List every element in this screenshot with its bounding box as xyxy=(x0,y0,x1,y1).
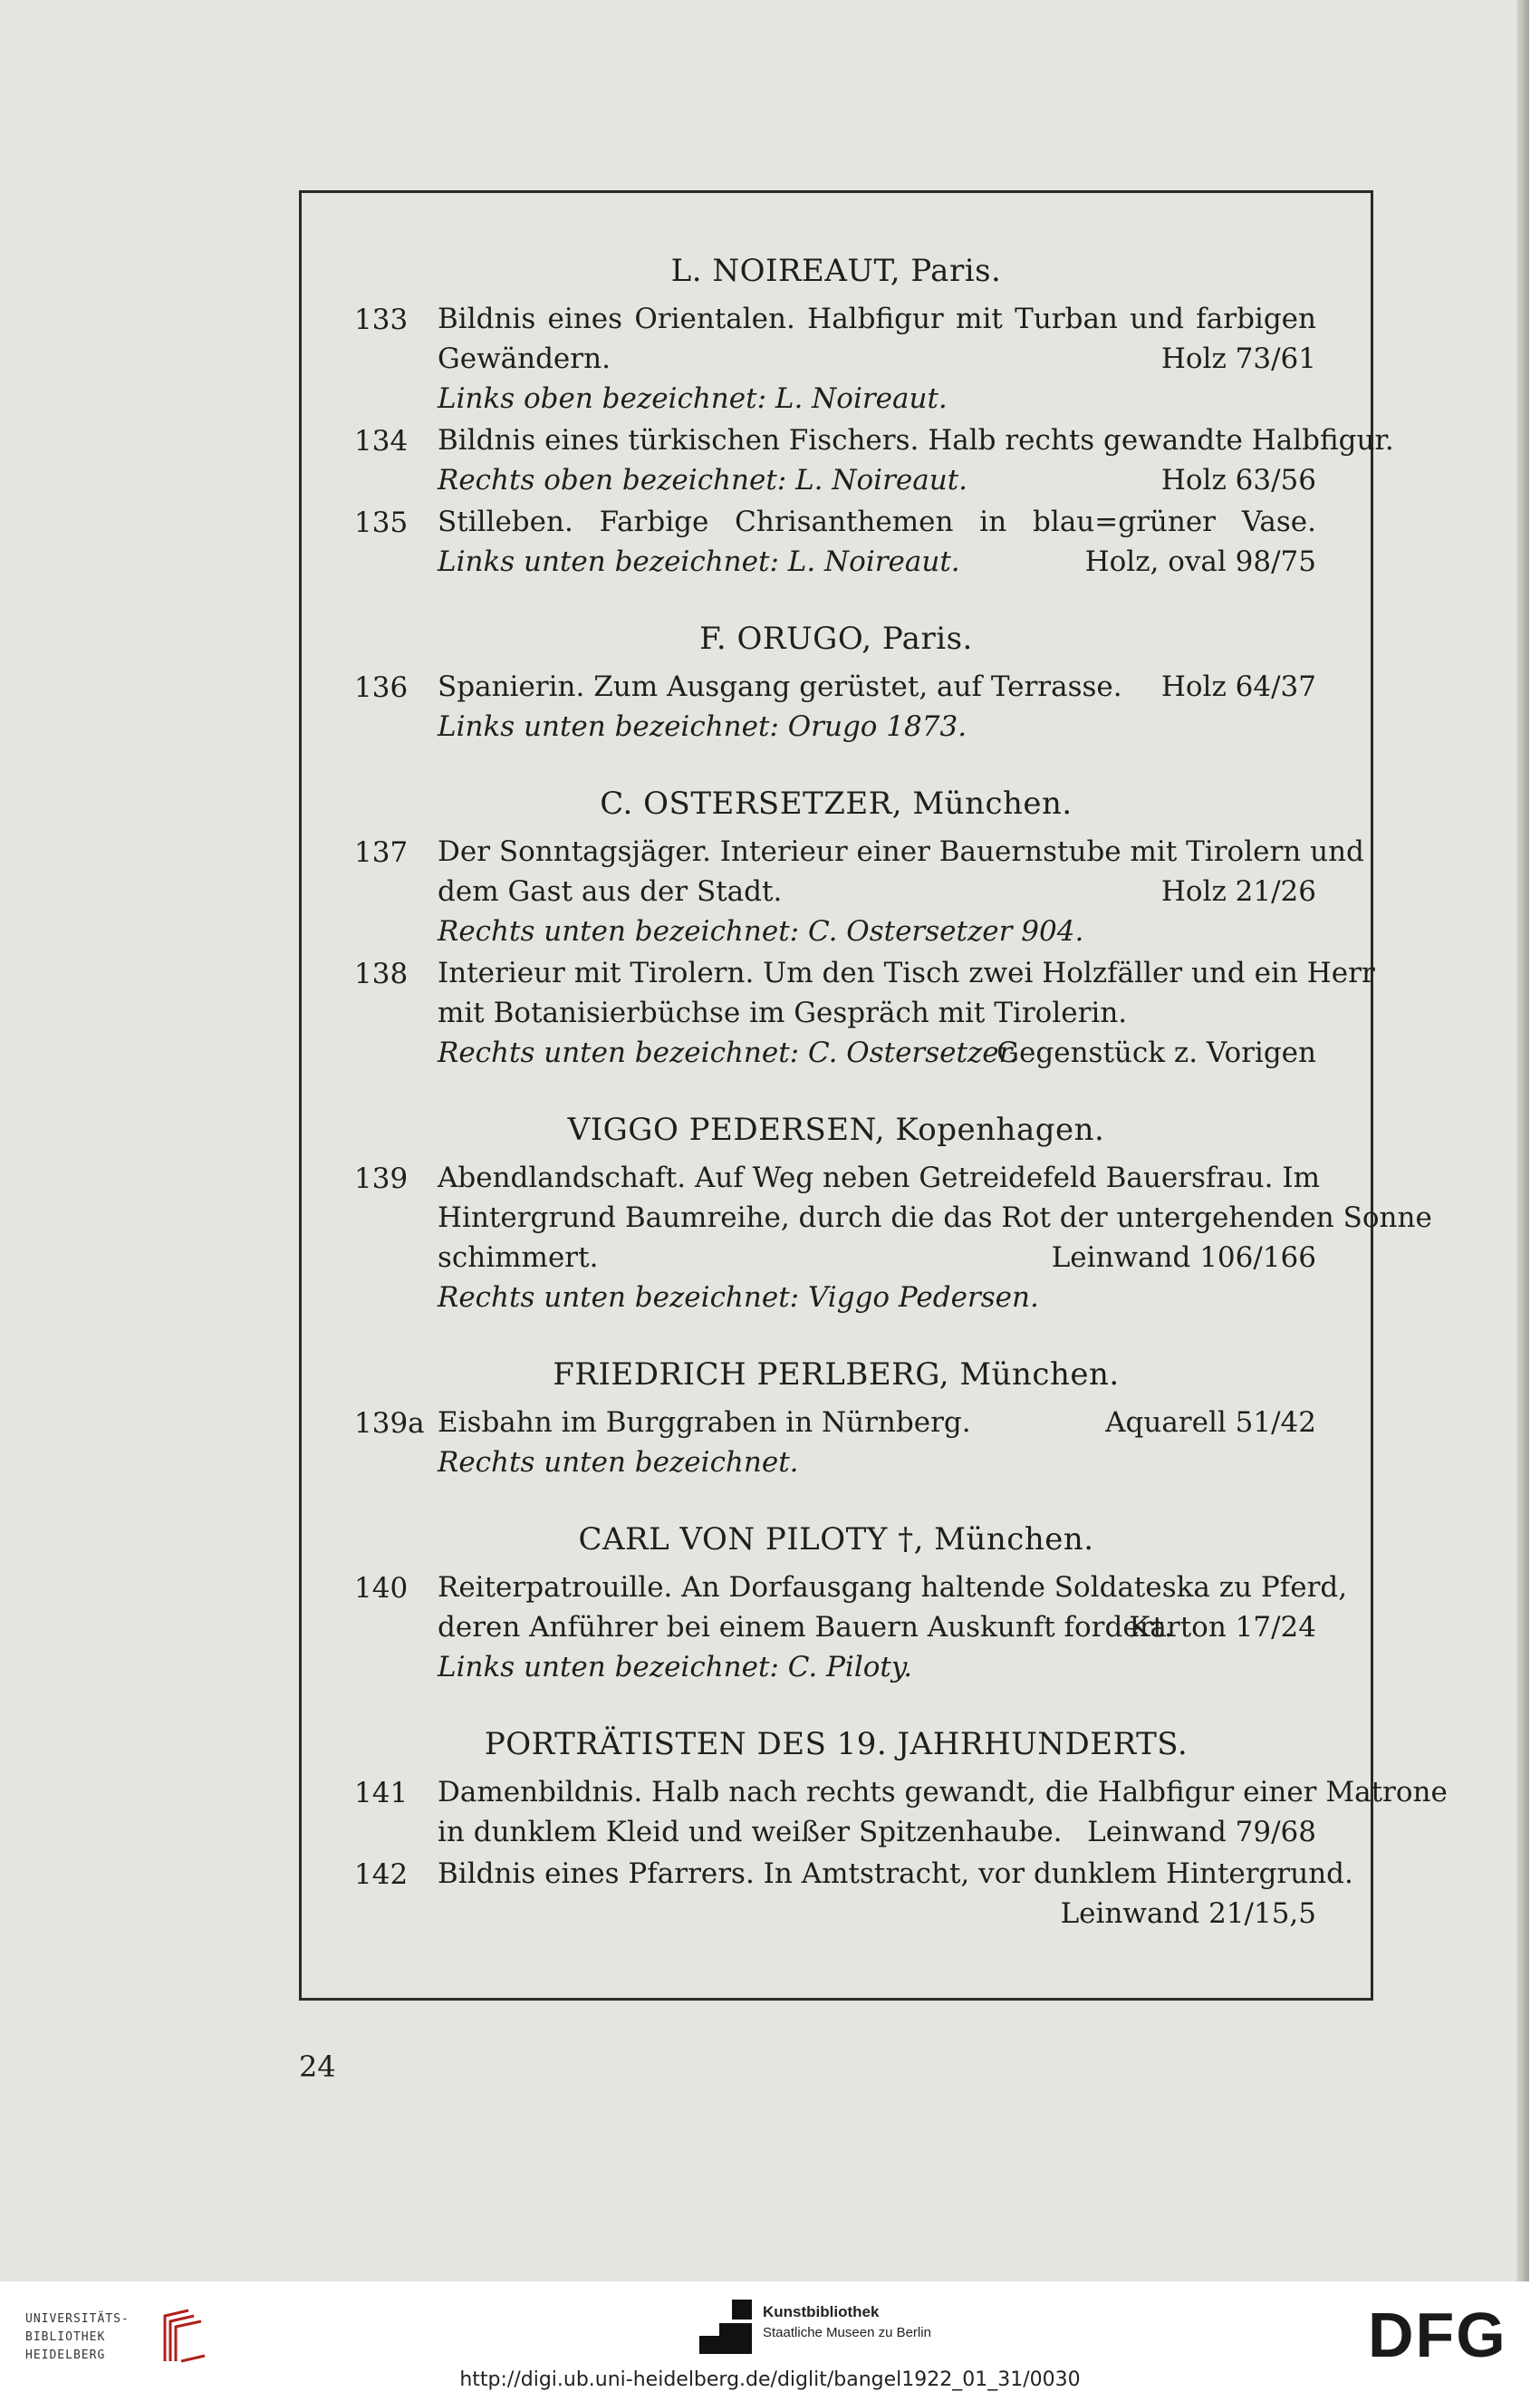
line-text: Bildnis eines Orientalen. Halbfigur mit Turban und farbigen xyxy=(438,303,1316,335)
description-line xyxy=(438,835,1364,868)
medium-dimensions: Holz 21/26 xyxy=(1160,875,1316,908)
line-text: Der Sonntagsjäger. Interieur einer Bauernstube mit Tirolern und xyxy=(438,835,1364,868)
signature-line xyxy=(438,711,1316,742)
logo-text-line: BIBLIOTHEK xyxy=(25,2330,106,2344)
medium-dimensions: Karton 17/24 xyxy=(1129,1611,1316,1644)
description-line xyxy=(438,1776,1448,1808)
line-text: Links unten bezeichnet: C. Piloty. xyxy=(438,1651,913,1683)
signature-line xyxy=(438,465,1316,496)
logo-text-line: HEIDELBERG xyxy=(25,2349,106,2362)
description-line xyxy=(438,1407,1316,1438)
entry-number: 139 xyxy=(354,1162,409,1195)
description-line xyxy=(438,424,1394,457)
line-text: Bildnis eines türkischen Fischers. Halb rechts gewandte Halbfigur. xyxy=(438,424,1394,457)
line-text: Rechts oben bezeichnet: L. Noireaut. xyxy=(438,464,968,497)
signature-line xyxy=(438,916,1316,947)
line-text: Interieur mit Tirolern. Um den Tisch zwei Holzfäller und ein Herr xyxy=(438,957,1375,989)
description-line xyxy=(438,1817,1316,1847)
line-text: Gewändern. xyxy=(438,342,611,375)
line-text: schimmert. xyxy=(438,1241,599,1274)
entry-number: 138 xyxy=(354,958,409,990)
university-library-logo[interactable] xyxy=(25,2309,207,2365)
medium-dimensions: Leinwand 79/68 xyxy=(1087,1816,1316,1848)
page-number: 24 xyxy=(299,2050,336,2084)
signature-line xyxy=(438,1282,1316,1313)
medium-dimensions: Aquarell 51/42 xyxy=(1105,1406,1316,1439)
description-line xyxy=(438,304,1316,334)
entry-number: 134 xyxy=(354,425,409,458)
description-line xyxy=(438,1612,1316,1643)
artist-heading: VIGGO PEDERSEN, Kopenhagen. xyxy=(567,1112,1105,1148)
description-line xyxy=(438,1201,1432,1234)
artist-heading: FRIEDRICH PERLBERG, München. xyxy=(553,1356,1120,1393)
line-text: Hintergrund Baumreihe, durch die das Rot der untergehenden Sonne xyxy=(438,1201,1432,1234)
description-line xyxy=(438,957,1375,989)
description-line xyxy=(438,998,1316,1028)
signature-line xyxy=(438,383,1316,414)
description-line xyxy=(438,876,1316,907)
catalog-frame xyxy=(299,190,1448,2001)
line-text: Rechts unten bezeichnet. xyxy=(438,1446,799,1479)
entry-number: 139a xyxy=(354,1407,425,1440)
line-text: Stilleben. Farbige Chrisanthemen in blau=grüner Vase. xyxy=(438,506,1316,538)
line-text: deren Anführer bei einem Bauern Auskunft fordert. xyxy=(438,1611,1173,1644)
entry-number: 142 xyxy=(354,1858,409,1891)
entry-number: 140 xyxy=(354,1572,409,1605)
artist-heading: F. ORUGO, Paris. xyxy=(699,621,973,657)
logo-text-line: UNIVERSITÄTS- xyxy=(25,2312,130,2326)
description-line xyxy=(438,1162,1320,1194)
line-text: Abendlandschaft. Auf Weg neben Getreidefeld Bauersfrau. Im xyxy=(438,1162,1320,1194)
line-text: Rechts unten bezeichnet: C. Ostersetzer 904. xyxy=(438,915,1084,948)
medium-dimensions: Gegenstück z. Vorigen xyxy=(996,1037,1316,1069)
museum-label: Staatliche Museen zu Berlin xyxy=(763,2325,931,2340)
medium-dimensions: Leinwand 106/166 xyxy=(1051,1241,1316,1274)
medium-dimensions: Holz 63/56 xyxy=(1160,464,1316,497)
line-text: Eisbahn im Burggraben in Nürnberg. xyxy=(438,1406,971,1439)
line-text: Links oben bezeichnet: L. Noireaut. xyxy=(438,382,948,415)
kunstbibliothek-label: Kunstbibliothek xyxy=(763,2303,880,2320)
medium-dimensions: Leinwand 21/15,5 xyxy=(1060,1897,1316,1930)
line-text: Links unten bezeichnet: L. Noireaut. xyxy=(438,545,960,578)
line-text: Rechts unten bezeichnet: C. Ostersetzer. xyxy=(438,1037,1018,1069)
entry-number: 133 xyxy=(354,304,409,336)
artist-heading: C. OSTERSETZER, München. xyxy=(600,786,1073,822)
artist-heading: L. NOIREAUT, Paris. xyxy=(670,253,1002,289)
description-line xyxy=(438,671,1316,702)
artist-heading: PORTRÄTISTEN DES 19. JAHRHUNDERTS. xyxy=(484,1726,1189,1762)
line-text: in dunklem Kleid und weißer Spitzenhaube. xyxy=(438,1816,1063,1848)
library-mark-icon xyxy=(161,2309,208,2365)
description-line xyxy=(438,1571,1348,1604)
entry-number: 135 xyxy=(354,506,409,539)
line-text: mit Botanisierbüchse im Gespräch mit Tirolerin. xyxy=(438,997,1128,1029)
line-text: Reiterpatrouille. An Dorfausgang haltende Soldateska zu Pferd, xyxy=(438,1571,1348,1604)
artist-heading: CARL VON PILOTY †, München. xyxy=(578,1521,1094,1558)
signature-line xyxy=(438,1447,1316,1478)
medium-dimensions: Holz 73/61 xyxy=(1160,342,1316,375)
kunstbibliothek-mark-icon xyxy=(699,2300,754,2356)
description-line xyxy=(438,506,1316,537)
entry-number: 136 xyxy=(354,671,409,704)
signature-line xyxy=(438,546,1316,577)
entry-number: 137 xyxy=(354,836,409,869)
medium-dimensions: Holz, oval 98/75 xyxy=(1084,545,1316,578)
entry-number: 141 xyxy=(354,1777,409,1809)
medium-dimensions: Holz 64/37 xyxy=(1160,670,1316,703)
line-text: Damenbildnis. Halb nach rechts gewandt, die Halbfigur einer Matrone xyxy=(438,1776,1448,1808)
source-url[interactable]: http://digi.ub.uni-heidelberg.de/diglit/bangel1922_01_31/0030 xyxy=(459,2368,1081,2391)
line-text: Spanierin. Zum Ausgang gerüstet, auf Terrasse. xyxy=(438,670,1122,703)
description-line xyxy=(438,1242,1316,1273)
description-line xyxy=(438,343,1316,374)
dfg-logo[interactable]: DFG xyxy=(1368,2300,1507,2370)
line-text: Bildnis eines Pfarrers. In Amtstracht, vor dunklem Hintergrund. xyxy=(438,1857,1353,1890)
line-text: dem Gast aus der Stadt. xyxy=(438,875,783,908)
signature-line xyxy=(438,1652,1316,1683)
line-text: Rechts unten bezeichnet: Viggo Pedersen. xyxy=(438,1281,1039,1314)
line-text: Links unten bezeichnet: Orugo 1873. xyxy=(438,710,967,743)
signature-line xyxy=(438,1037,1316,1068)
description-line xyxy=(438,1857,1353,1890)
